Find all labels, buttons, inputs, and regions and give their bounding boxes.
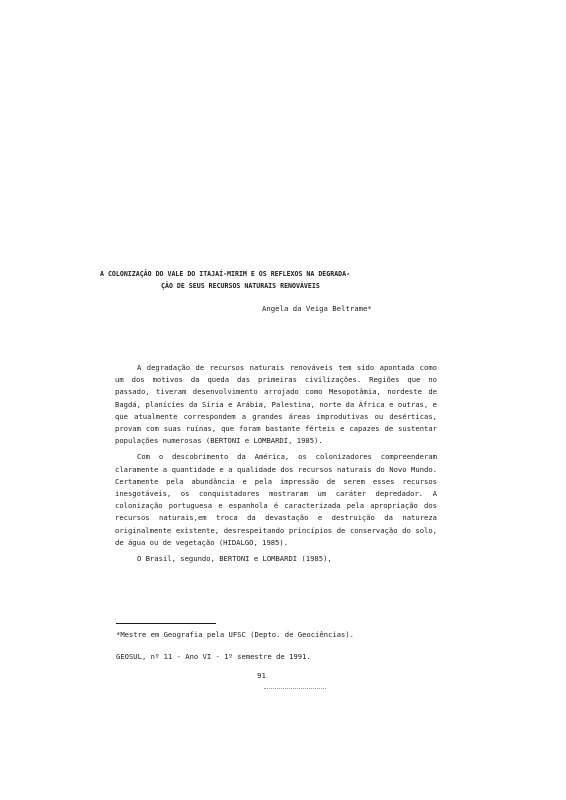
- author-footnote: *Mestre em Geografia pela UFSC (Depto. de Geociências).: [116, 630, 354, 639]
- article-body: [115, 362, 437, 565]
- author-name: Angela da Veiga Beltrame*: [262, 304, 372, 313]
- footnote-divider: [116, 623, 216, 624]
- article-title-line-2: ÇÃO DE SEUS RECURSOS NATURAIS RENOVÁVEIS: [161, 282, 320, 290]
- page-number: 91: [257, 671, 266, 680]
- scan-artifact-dots: [264, 688, 326, 691]
- paragraph-1: A degradação de recursos naturais renováveis tem sido apontada como um dos motivos da queda das primeiras civilizações. Regiões que no passado, tiveram desenvolvimento arrojado como Mesopotâmia, nordeste de Bagdá, planícies da Síria e Arábia, Palestina, norte da África e outras, e que atualmente correspondem a grandes áreas improdutivas ou desérticas, provam com suas ruínas, que foram bastante férteis e capazes de sustentar populações numerosas (BERTONI e LOMBARDI, 1985).: [115, 363, 437, 446]
- paragraph-3: O Brasil, segundo, BERTONI e LOMBARDI (1985),: [137, 554, 332, 564]
- article-title-line-1: A COLONIZAÇÃO DO VALE DO ITAJAÍ-MIRIM E OS REFLEXOS NA DEGRADA-: [100, 270, 351, 278]
- article-title: [100, 268, 436, 292]
- journal-citation: GEOSUL, nº 11 - Ano VI - 1º semestre de 1991.: [116, 652, 311, 661]
- paragraph-2: Com o descobrimento da América, os colonizadores compreenderam claramente a quantidade e a qualidade dos recursos naturais do Novo Mundo. Certamente pela abundância e pela impressão de serem esses recursos inesgotáveis, os conquistadores mostraram um caráter depredador. A colonização portuguesa e espanhola é caracterizada pela apropriação dos recursos naturais,em troca da devastação e destruição da natureza originalmente existente, desrespeitando princípios de conservação do solo, de água ou de vegetação (HIDALGO, 1985).: [115, 452, 437, 547]
